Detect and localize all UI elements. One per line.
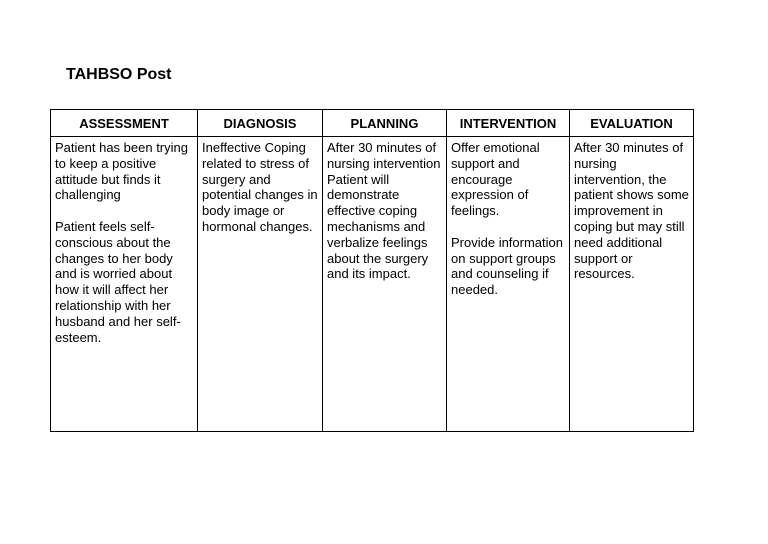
cell-assessment [51,137,198,432]
intervention-paragraph: Provide information on support groups and counseling if needed. [451,234,563,298]
intervention-paragraph: Offer emotional support and encourage expression of feelings. [451,140,540,219]
cell-diagnosis [198,137,323,432]
assessment-paragraph: Patient feels self-conscious about the changes to her body and is worried about how it will affect her relationship with her husband and her self-esteem. [55,218,181,345]
evaluation-paragraph: After 30 minutes of nursing intervention, the patient shows some improvement in coping but may still need additional support or resources. [574,140,689,282]
cell-planning [323,137,447,432]
planning-paragraph: After 30 minutes of nursing intervention Patient will demonstrate effective coping mechanisms and verbalize feelings about the surgery and its impact. [327,140,441,282]
header-assessment: ASSESSMENT [51,110,198,137]
table-header-row [51,110,694,137]
diagnosis-paragraph: Ineffective Coping related to stress of surgery and potential changes in body image or hormonal changes. [202,140,318,234]
header-evaluation: EVALUATION [570,110,694,137]
cell-intervention [447,137,570,432]
cell-evaluation [570,137,694,432]
header-intervention: INTERVENTION [447,110,570,137]
table-row [51,137,694,432]
header-diagnosis: DIAGNOSIS [198,110,323,137]
page-title: TAHBSO Post [66,66,172,83]
header-planning: PLANNING [323,110,447,137]
assessment-paragraph: Patient has been trying to keep a positive attitude but finds it challenging [55,140,188,203]
care-plan-table [50,109,694,432]
